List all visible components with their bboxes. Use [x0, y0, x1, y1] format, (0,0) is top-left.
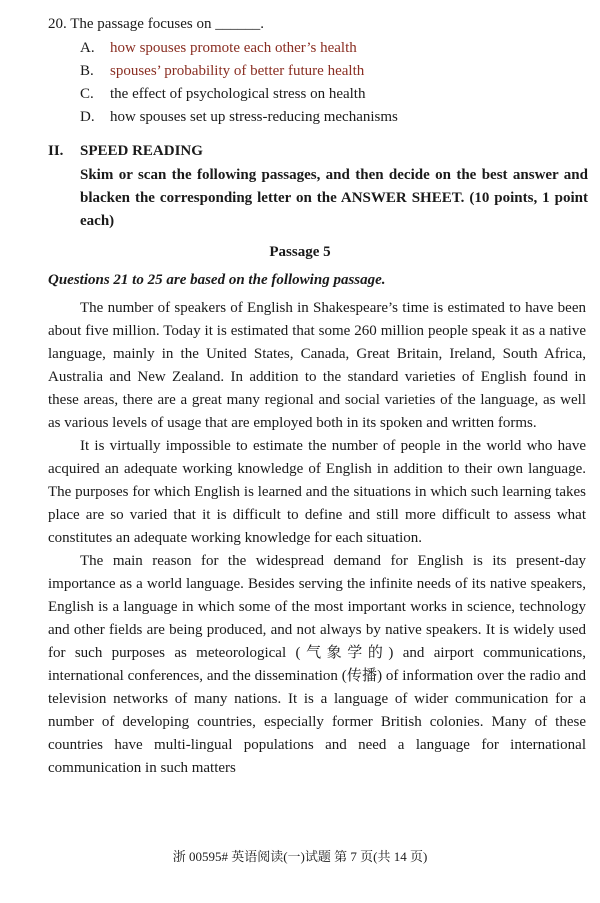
page-footer: 浙 00595# 英语阅读(一)试题 第 7 页(共 14 页)	[172, 849, 428, 864]
passage-paragraph-2: It is virtually impossible to estimate the number of people in the world who have acquired an adequate working knowledge of English in addition to their own language. The purposes for which English is learned and the situations in which such learning takes place are so varied that it is difficult to define and still more difficult to assess what constitutes an adequate working knowledge for each situation.	[48, 438, 586, 546]
passage-title: Passage 5	[269, 244, 331, 260]
section-number: II.	[48, 143, 64, 159]
option-letter: B.	[80, 63, 94, 79]
question-stem: The passage focuses on ______.	[70, 16, 264, 32]
option-letter: D.	[80, 109, 95, 125]
option-b	[80, 60, 580, 83]
question-20-options	[80, 37, 580, 129]
option-letter: C.	[80, 86, 94, 102]
option-text: how spouses promote each other’s health	[110, 40, 357, 56]
option-c	[80, 83, 580, 106]
option-letter: A.	[80, 40, 95, 56]
option-d	[80, 106, 580, 129]
option-text: the effect of psychological stress on health	[110, 86, 366, 102]
section-heading	[48, 141, 203, 161]
passage-paragraph-1: The number of speakers of English in Shakespeare’s time is estimated to have been about five million. Today it is estimated that some 260 million people speak it as a native language, mainly in the United States, Canada, Great Britain, Ireland, South Africa, Australia and New Zealand. In addition to the standard varieties of English found in these areas, there are a great many regional and social varieties of the language, as well as various levels of usage that are employed both in its spoken and written forms.	[48, 300, 586, 431]
section-instructions: Skim or scan the following passages, and then decide on the best answer and blacken the corresponding letter on the ANSWER SHEET. (10 points, 1 point each)	[80, 167, 588, 229]
passage-intro: Questions 21 to 25 are based on the following passage.	[48, 272, 386, 288]
section-title: SPEED READING	[80, 143, 203, 159]
option-text: spouses’ probability of better future health	[110, 63, 365, 79]
question-number: 20.	[48, 16, 67, 32]
option-a	[80, 37, 580, 60]
passage-body	[48, 297, 586, 780]
passage-paragraph-3: The main reason for the widespread demand for English is its present-day importance as a world language. Besides serving the infinite needs of its native speakers, English is a language in which some of the most important works in science, technology and other fields are being produced, and not always by native speakers. It is widely used for such purposes as meteorological (气象学的) and airport communications, international conferences, and the dissemination (传播) of information over the radio and television networks of many nations. It is a language of wider communication for a number of developing countries, especially former British colonies. Many of these countries have multi-lingual populations and need a language for international communication in such matters	[48, 553, 586, 776]
question-20	[48, 14, 264, 34]
option-text: how spouses set up stress-reducing mechanisms	[110, 109, 398, 125]
